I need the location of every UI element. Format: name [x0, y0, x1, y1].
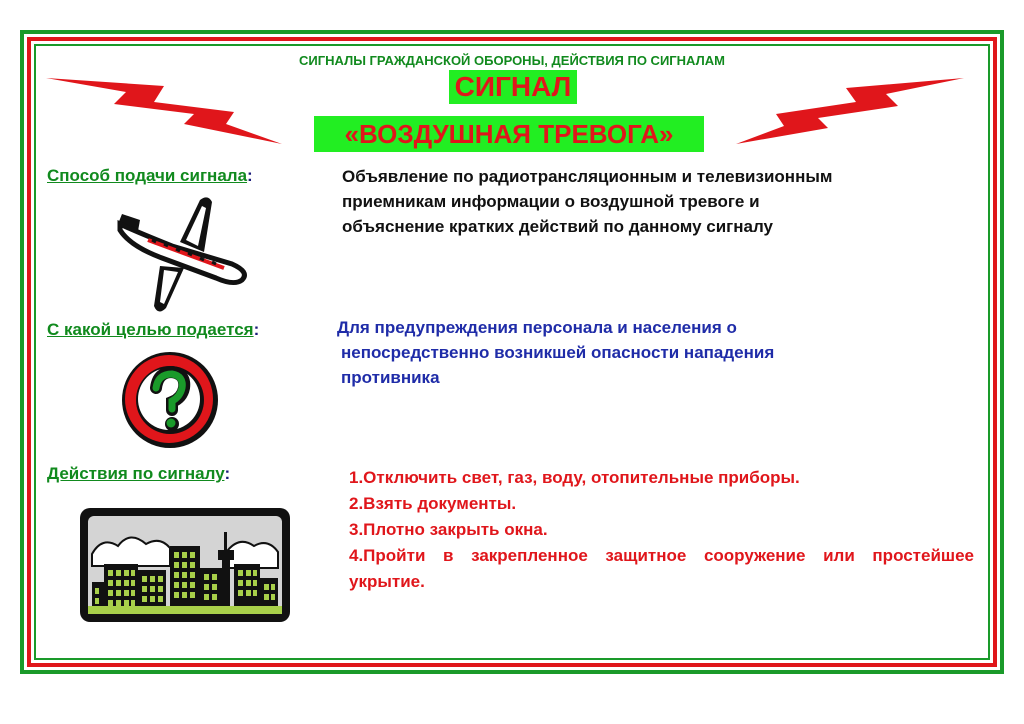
method-text — [342, 164, 992, 239]
method-section-label — [47, 166, 253, 186]
purpose-text-line: противника — [341, 368, 440, 387]
purpose-section-label — [47, 320, 259, 340]
airplane-icon — [112, 194, 252, 318]
list-item: 1.Отключить свет, газ, воду, отопительные приборы. — [349, 468, 800, 487]
list-item: 3.Плотно закрыть окна. — [349, 520, 548, 539]
signal-label: СИГНАЛ — [449, 70, 577, 104]
method-label-colon: : — [247, 166, 253, 185]
actions-label-text: Действия по сигналу — [47, 464, 225, 483]
purpose-label-colon: : — [253, 320, 260, 339]
actions-label-colon: : — [224, 464, 231, 483]
method-text-line: объяснение кратких действий по данному сигналу — [342, 217, 773, 236]
method-label-text: Способ подачи сигнала — [47, 166, 248, 185]
actions-list — [349, 465, 974, 595]
lightning-bolt-icon — [44, 74, 284, 146]
actions-section-label — [47, 464, 230, 484]
method-text-line: приемникам информации о воздушной тревоге и — [342, 192, 760, 211]
question-sign-icon — [118, 348, 222, 452]
method-text-line: Объявление по радиотрансляционным и телевизионным — [342, 167, 833, 186]
purpose-label-text: С какой целью подается — [47, 320, 254, 339]
poster-header: СИГНАЛЫ ГРАЖДАНСКОЙ ОБОРОНЫ, ДЕЙСТВИЯ ПО СИГНАЛАМ — [299, 53, 725, 68]
lightning-bolt-icon — [736, 76, 966, 146]
city-skyline-icon — [78, 506, 292, 624]
purpose-text — [337, 315, 977, 390]
list-item: 4.Пройти в закрепленное защитное сооружение или простейшее укрытие. — [349, 546, 974, 591]
list-item: 2.Взять документы. — [349, 494, 517, 513]
signal-name: «ВОЗДУШНАЯ ТРЕВОГА» — [314, 116, 704, 152]
purpose-text-line: непосредственно возникшей опасности нападения — [341, 343, 775, 362]
purpose-text-line: Для предупреждения персонала и населения о — [337, 318, 737, 337]
